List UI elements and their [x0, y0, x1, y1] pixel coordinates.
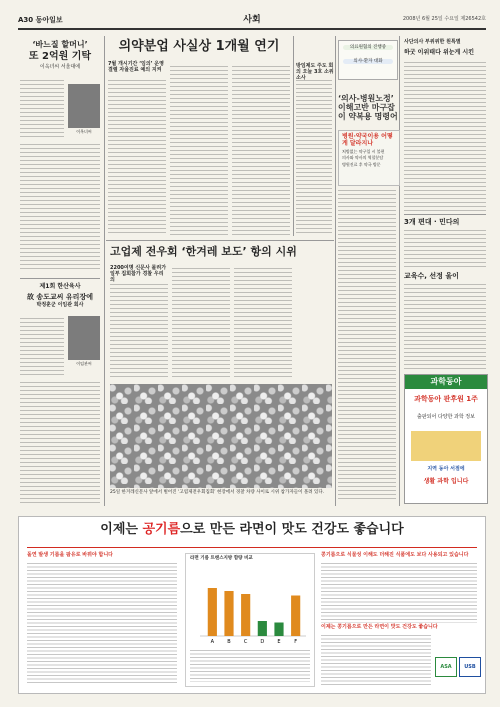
- ad-right-sub: 이제는 콩기름으로 만든 라면이 맛도 건강도 좋습니다: [321, 624, 438, 630]
- logo-asa: ASA: [435, 657, 457, 677]
- story-title: 3개 편대 · 민다의: [404, 218, 460, 226]
- tag-label: 의료원협의 진행중: [343, 45, 393, 50]
- portrait-photo: [68, 84, 100, 128]
- body-text: [110, 284, 168, 380]
- protest-photo: [110, 384, 332, 488]
- body-text: [404, 62, 486, 212]
- ad-headline-prefix: 이제는: [100, 522, 143, 537]
- divider: [20, 278, 100, 279]
- second-headline: 고업제 전우회 ‘한겨레 보도’ 항의 시위: [110, 245, 297, 258]
- chart-tick-label: B: [227, 639, 231, 645]
- divider: [106, 240, 334, 241]
- story-sub: 이옥녀씨 서울대에: [39, 63, 81, 70]
- chart-tick-label: E: [277, 639, 281, 645]
- chart-tick-label: F: [294, 639, 298, 645]
- page-number: A30 동아일보: [18, 16, 63, 24]
- column-divider: [399, 36, 400, 506]
- issue-date: 2008년 6월 25일 수요일 제26542호: [402, 16, 486, 22]
- body-text: [108, 80, 166, 236]
- photo-caption: 이옥녀씨: [76, 129, 92, 134]
- body-text: [404, 230, 486, 270]
- ad-bar-chart: [190, 566, 310, 646]
- panel-item: 의사와 약사의 역할분담: [342, 155, 384, 161]
- body-text: [20, 80, 64, 140]
- body-text: [338, 190, 396, 502]
- body-text: [404, 284, 486, 370]
- chart-bar: [258, 621, 267, 636]
- body-text: [234, 268, 292, 380]
- body-text: [20, 144, 100, 272]
- ad-right-title: 콩기름으로 식물성 이해도 더해진 식품에도 보다 사용되고 있습니다: [321, 552, 469, 558]
- chart-tick-label: C: [243, 639, 248, 645]
- page-header: [18, 16, 486, 30]
- photo-caption: 이임관씨: [76, 361, 92, 366]
- column-divider: [104, 36, 105, 506]
- story-kicker: ‘바느질 할머니’: [32, 40, 88, 49]
- feature-panel: [338, 130, 400, 186]
- story-kicker: 제1회 한산육사: [39, 283, 81, 290]
- logo-usb: USB: [459, 657, 481, 677]
- portrait-photo: [68, 316, 100, 360]
- body-text: [170, 66, 228, 236]
- body-text: [232, 66, 290, 236]
- ad-headline: [19, 523, 485, 538]
- ad-left-text: [27, 563, 177, 685]
- column-divider: [335, 36, 336, 506]
- body-text: [296, 80, 332, 236]
- ad-title: 과학동아: [405, 375, 487, 389]
- second-deck: 2200여명 신문사 몰려가 일부 집회참가 경찰 우리의: [110, 265, 167, 283]
- ad-line: 과학동아 판후원 1주: [414, 395, 478, 403]
- side-advertisement[interactable]: [404, 374, 488, 504]
- ad-line: 출판되어 다양한 과학 정보: [417, 414, 475, 420]
- chart-bar: [291, 596, 300, 637]
- chart-bar: [224, 591, 233, 636]
- ad-image: [411, 431, 481, 461]
- ad-chart-box: [185, 553, 315, 687]
- column-divider: [293, 36, 294, 236]
- ad-left-title: 돌연 발생 기름을 팜유로 바꿔야 합니다: [27, 552, 113, 558]
- tag-label: 의사-환자 대화: [343, 59, 393, 64]
- left-story-1: [20, 40, 100, 70]
- ad-headline-accent: 공기름: [142, 522, 181, 537]
- left-story-2: [20, 284, 100, 309]
- section-title: 사회: [243, 15, 261, 25]
- chart-tick-label: D: [260, 639, 265, 645]
- body-text: [172, 268, 230, 380]
- ad-right-text: [321, 563, 477, 623]
- story-title: 故 송도교씨 유리장에: [27, 292, 93, 301]
- info-graphic: [338, 40, 398, 80]
- ad-line: 지역 동아 서점에: [427, 466, 465, 472]
- chart-bar: [241, 594, 250, 636]
- side-deck: 방임제도 주도 회의 오늘 3호 소위소사: [296, 63, 334, 81]
- story-title: 또 2억원 기탁: [28, 51, 92, 63]
- chart-tick-label: A: [210, 639, 215, 645]
- body-text: [20, 318, 64, 378]
- bottom-advertisement[interactable]: [18, 516, 486, 694]
- chart-bar: [208, 588, 217, 636]
- ad-headline-suffix: 으로 만든 라면이 맛도 건강도 좋습니다: [180, 522, 404, 537]
- chart-notes: [190, 650, 310, 682]
- story-sub: 박정훈군 이임관 회사: [36, 301, 84, 308]
- divider: [27, 547, 477, 548]
- divider: [404, 214, 486, 215]
- chart-bar: [274, 623, 283, 637]
- feature-headline: ‘의사-병원노정’ 이해고반 마구잡이 약복용 명령어: [338, 94, 398, 122]
- chart-title: 라면 기름 트랜스지방 함량 비교: [190, 556, 253, 561]
- story-title: 하굿 이위태다 위눈게 시킨: [404, 49, 475, 56]
- story-kicker: 사단의사 부위위한 원특별: [404, 39, 461, 45]
- body-text: [20, 382, 100, 504]
- story-title: 교육수, 선정 울이: [404, 272, 459, 280]
- ad-line: 생활 과학 입니다: [423, 478, 469, 485]
- lead-headline: 의약분업 사실상 1개월 연기: [118, 39, 280, 54]
- photo-caption: 25일 한겨레신문사 앞에서 벌어진 ‘고엽제전우회집회’ 현장에서 경찰 차량 사이로 시위 참가자들이 몰려 있다.: [110, 490, 325, 495]
- panel-item: 병원진료 후 약국 방문: [342, 161, 381, 167]
- ad-right-text: [321, 635, 431, 685]
- lead-deck: 7월 개시기간 ‘임의’ 운영 결렬 자율진료 예의 지켜: [108, 61, 164, 73]
- panel-item: 처방없는 약구입 시 불편: [342, 148, 385, 154]
- panel-title: 병원·약국이용 어떻게 달라지나: [342, 133, 393, 147]
